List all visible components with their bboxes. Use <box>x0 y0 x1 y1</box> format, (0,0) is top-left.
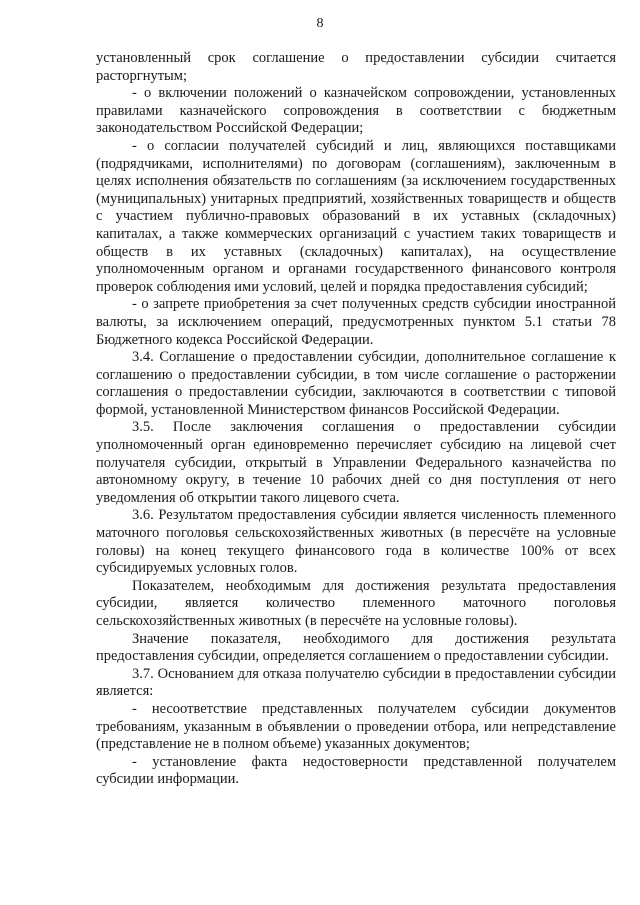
paragraph-contract-terminated: установленный срок соглашение о предоставлении субсидии считается расторгнутым; <box>96 50 616 84</box>
paragraph-indicator-value: Значение показателя, необходимого для достижения результата предоставления субсидии, определяется соглашением о предоставлении субсидии. <box>96 630 616 665</box>
list-item-false-information: - установление факта недостоверности представленной получателем субсидии информации. <box>96 753 616 788</box>
list-item-audit-consent: - о согласии получателей субсидий и лиц, являющихся поставщиками (подрядчиками, исполнителями) по договорам (соглашениям), заключенным в целях исполнения обязательств по соглашениям (за исключением государственных (муниципальных) унитарных предприятий, хозяйственных товариществ и обществ с участием публично-правовых образований в их уставных (складочных) капиталах, а также коммерческих организаций с участием таких товариществ и обществ в их уставных (складочных) капиталах), на осуществление уполномоченным органом и органами государственного финансового контроля проверок соблюдения ими условий, целей и порядка предоставления субсидий; <box>96 137 616 295</box>
paragraph-3-5: 3.5. После заключения соглашения о предоставлении субсидии уполномоченный орган единовременно перечисляет субсидию на лицевой счет получателя субсидии, открытый в Управлении Федерального казначейства по автономному округу, в течение 10 рабочих дней со дня поступления от него уведомления об открытии такого лицевого счета. <box>96 419 616 506</box>
paragraph-3-7: 3.7. Основанием для отказа получателю субсидии в предоставлении субсидии является: <box>96 665 616 700</box>
page-number: 8 <box>316 16 324 31</box>
list-item-treasury-support: - о включении положений о казначейском сопровождении, установленных правилами казначейского сопровождения в соответствии с бюджетным законодательством Российской Федерации; <box>96 85 616 137</box>
document-body <box>96 50 616 789</box>
list-item-document-mismatch: - несоответствие представленных получателем субсидии документов требованиям, указанным в объявлении о проведении отбора, или непредставление (представление не в полном объеме) указанных документов; <box>96 700 616 753</box>
list-item-currency-ban: - о запрете приобретения за счет полученных средств субсидии иностранной валюты, за исключением операций, предусмотренных пунктом 5.1 статьи 78 Бюджетного кодекса Российской Федерации. <box>96 296 616 348</box>
paragraph-3-4: 3.4. Соглашение о предоставлении субсидии, дополнительное соглашение к соглашению о предоставлении субсидии, в том числе соглашение о расторжении соглашения о предоставлении субсидии, заключаются в соответствии с типовой формой, установленной Министерством финансов Российской Федерации. <box>96 349 616 418</box>
paragraph-3-6: 3.6. Результатом предоставления субсидии является численность племенного маточного поголовья сельскохозяйственных животных (в пересчёте на условные головы) на конец текущего финансового года в количестве 100% от всех субсидируемых условных голов. <box>96 507 616 577</box>
paragraph-indicator: Показателем, необходимым для достижения результата предоставления субсидии, является количество племенного маточного поголовья сельскохозяйственных животных (в пересчёте на условные головы). <box>96 577 616 629</box>
